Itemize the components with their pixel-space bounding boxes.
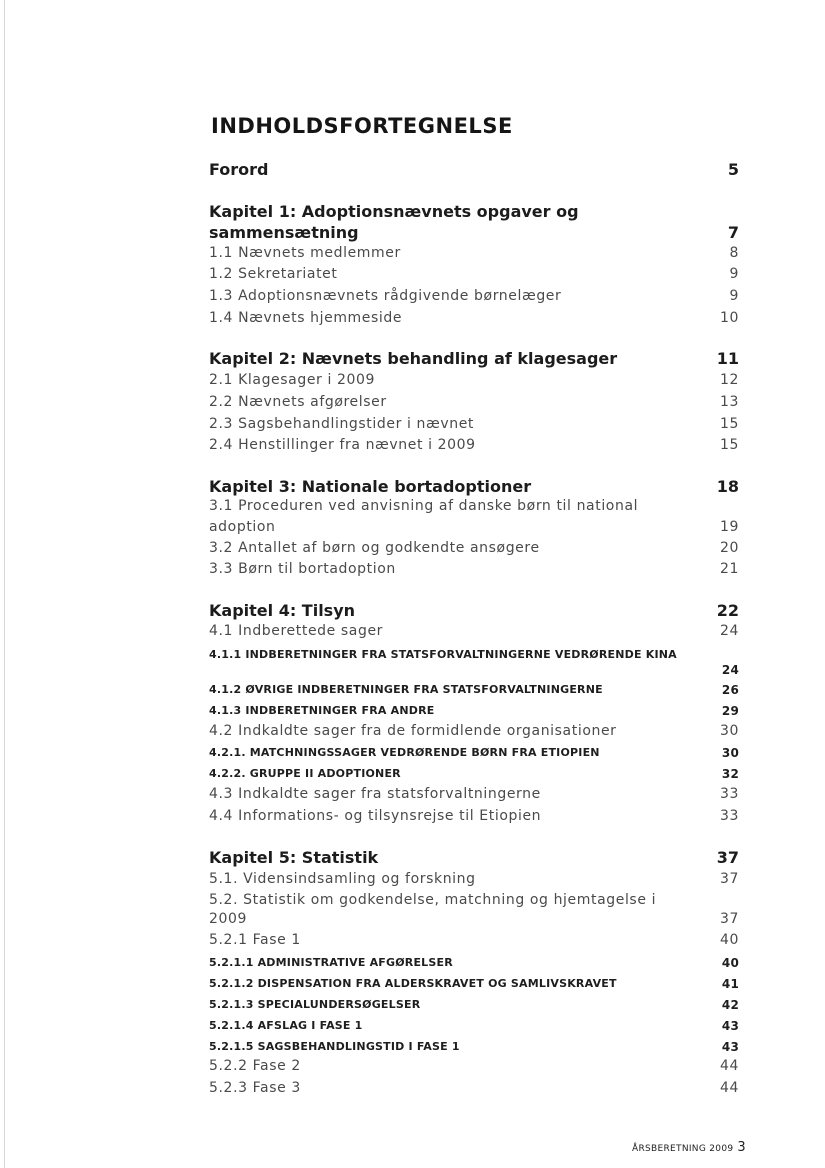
toc-label: Kapitel 1: Adoptionsnævnets opgaver og bbox=[209, 202, 579, 221]
toc-label: Forord bbox=[209, 160, 269, 179]
toc-label: Kapitel 5: Statistik bbox=[209, 848, 379, 867]
toc-label: 5.2.1.1 ADMINISTRATIVE AFGØRELSER bbox=[209, 956, 453, 969]
toc-label: 5.2.1.5 SAGSBEHANDLINGSTID I FASE 1 bbox=[209, 1040, 460, 1053]
toc-page: 40 bbox=[721, 956, 739, 970]
toc-page: 18 bbox=[716, 477, 739, 496]
toc-label: 4.3 Indkaldte sager fra statsforvaltningerne bbox=[209, 786, 541, 802]
page-footer bbox=[632, 1140, 746, 1155]
toc-label: 2.1 Klagesager i 2009 bbox=[209, 372, 376, 388]
toc-label: 4.2.1. MATCHNINGSSAGER VEDRØRENDE BØRN FRA ETIOPIEN bbox=[209, 746, 600, 759]
toc-page: 30 bbox=[721, 746, 739, 760]
toc-label: Kapitel 4: Tilsyn bbox=[209, 601, 356, 620]
page-edge bbox=[4, 0, 5, 1168]
toc-page: 33 bbox=[719, 808, 739, 824]
toc-title: INDHOLDSFORTEGNELSE bbox=[211, 114, 513, 138]
toc-page: 33 bbox=[719, 786, 739, 802]
toc-label: 3.1 Proceduren ved anvisning af danske børn til national bbox=[209, 498, 639, 514]
toc-page: 32 bbox=[721, 767, 739, 781]
toc-page: 19 bbox=[719, 519, 739, 535]
toc-label: 2.4 Henstillinger fra nævnet i 2009 bbox=[209, 437, 476, 453]
toc-label: 5.2.1.3 SPECIALUNDERSØGELSER bbox=[209, 998, 421, 1011]
toc-page: 9 bbox=[729, 288, 739, 304]
toc-page: 8 bbox=[729, 245, 739, 261]
toc-page: 37 bbox=[719, 911, 739, 927]
toc-page: 37 bbox=[716, 848, 739, 867]
toc-label: Kapitel 3: Nationale bortadoptioner bbox=[209, 477, 532, 496]
toc-label: 3.3 Børn til bortadoption bbox=[209, 561, 396, 577]
toc-label: 3.2 Antallet af børn og godkendte ansøgere bbox=[209, 540, 540, 556]
toc-label: 5.2. Statistik om godkendelse, matchning og hjemtagelse i bbox=[209, 892, 657, 908]
toc-page: 11 bbox=[716, 349, 739, 368]
toc-label: 4.1.3 INDBERETNINGER FRA ANDRE bbox=[209, 704, 435, 717]
toc-page: 22 bbox=[716, 601, 739, 620]
toc-page: 29 bbox=[721, 704, 739, 718]
toc-label: 4.4 Informations- og tilsynsrejse til Etiopien bbox=[209, 808, 542, 824]
toc-label: 5.1. Vidensindsamling og forskning bbox=[209, 871, 476, 887]
toc-label: 4.1 Indberettede sager bbox=[209, 623, 384, 639]
toc-page: 13 bbox=[719, 394, 739, 410]
toc-page: 43 bbox=[721, 1019, 739, 1033]
toc-page: 20 bbox=[719, 540, 739, 556]
toc-label: 5.2.1.4 AFSLAG I FASE 1 bbox=[209, 1019, 363, 1032]
toc-label: 4.2.2. GRUPPE II ADOPTIONER bbox=[209, 767, 401, 780]
toc-page: 12 bbox=[719, 372, 739, 388]
toc-label: Kapitel 2: Nævnets behandling af klagesager bbox=[209, 349, 618, 368]
toc-label: 4.2 Indkaldte sager fra de formidlende organisationer bbox=[209, 723, 617, 739]
toc-label: 1.3 Adoptionsnævnets rådgivende børnelæger bbox=[209, 288, 562, 304]
toc-label-line2: sammensætning bbox=[209, 223, 359, 242]
page-number: 3 bbox=[737, 1140, 746, 1155]
toc-page: 9 bbox=[729, 266, 739, 282]
toc-label: 1.2 Sekretariatet bbox=[209, 266, 338, 282]
toc-page: 42 bbox=[721, 998, 739, 1012]
footer-text: ÅRSBERETNING 2009 bbox=[632, 1144, 734, 1154]
toc-page: 40 bbox=[719, 932, 739, 948]
toc-label: 4.1.2 ØVRIGE INDBERETNINGER FRA STATSFORVALTNINGERNE bbox=[209, 683, 603, 696]
toc-page: 44 bbox=[719, 1058, 739, 1074]
toc-page: 21 bbox=[719, 561, 739, 577]
toc-page: 24 bbox=[719, 623, 739, 639]
toc-page: 30 bbox=[719, 723, 739, 739]
toc-label: 2.2 Nævnets afgørelser bbox=[209, 394, 387, 410]
toc-page: 43 bbox=[721, 1040, 739, 1054]
toc-page: 15 bbox=[719, 437, 739, 453]
toc-label: 1.4 Nævnets hjemmeside bbox=[209, 310, 403, 326]
toc-page: 37 bbox=[719, 871, 739, 887]
toc-page: 5 bbox=[727, 160, 739, 179]
toc-page: 15 bbox=[719, 416, 739, 432]
toc-page: 7 bbox=[727, 223, 739, 242]
toc-page: 26 bbox=[721, 683, 739, 697]
toc-label-line2: 2009 bbox=[209, 911, 248, 927]
toc-label: 5.2.1 Fase 1 bbox=[209, 932, 301, 948]
toc-label: 5.2.1.2 DISPENSATION FRA ALDERSKRAVET OG SAMLIVSKRAVET bbox=[209, 977, 617, 990]
toc-page: 24 bbox=[721, 663, 739, 677]
toc-label: 5.2.2 Fase 2 bbox=[209, 1058, 301, 1074]
toc-label: 4.1.1 INDBERETNINGER FRA STATSFORVALTNINGERNE VEDRØRENDE KINA bbox=[209, 648, 677, 661]
toc-label-line2: adoption bbox=[209, 519, 276, 535]
toc-page: 41 bbox=[721, 977, 739, 991]
toc-label: 5.2.3 Fase 3 bbox=[209, 1080, 301, 1096]
toc-page: 44 bbox=[719, 1080, 739, 1096]
toc-label: 1.1 Nævnets medlemmer bbox=[209, 245, 401, 261]
toc-page: 10 bbox=[719, 310, 739, 326]
toc-label: 2.3 Sagsbehandlingstider i nævnet bbox=[209, 416, 475, 432]
